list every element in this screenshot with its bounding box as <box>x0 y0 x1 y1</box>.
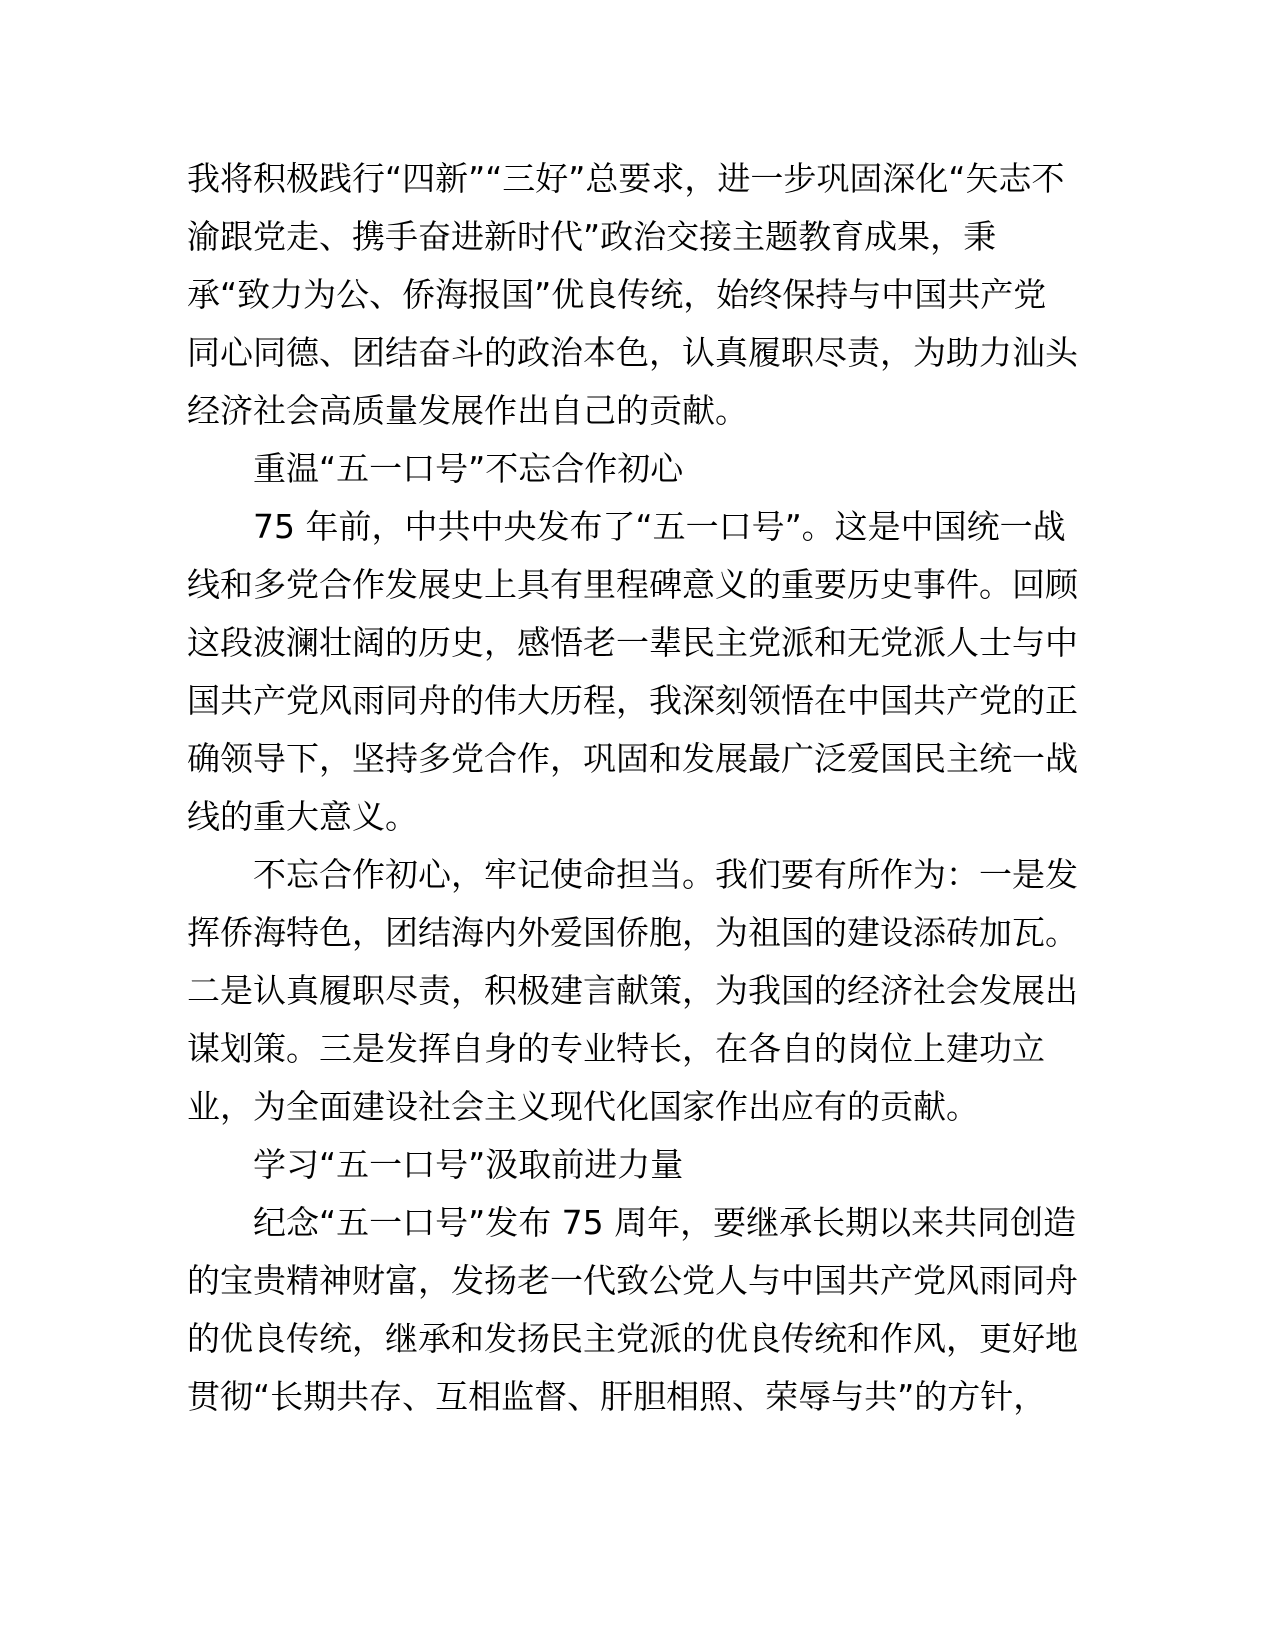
document-body <box>187 150 1087 1426</box>
text-line: 谋划策。三是发挥自身的专业特长，在各自的岗位上建功立 <box>187 1029 1045 1068</box>
section-heading-revisit <box>187 440 1087 498</box>
text-line: 渝跟党走、携手奋进新时代”政治交接主题教育成果，秉 <box>187 217 997 256</box>
text-line: 承“致力为公、侨海报国”优良传统，始终保持与中国共产党 <box>187 275 1047 314</box>
text-line: 贯彻“长期共存、互相监督、肝胆相照、荣辱与共”的方针， <box>187 1377 1047 1416</box>
paragraph-commemorate <box>187 1194 1087 1426</box>
paragraph-history <box>187 498 1087 846</box>
text-line: 线和多党合作发展史上具有里程碑意义的重要历史事件。回顾 <box>187 565 1078 604</box>
text-line: 经济社会高质量发展作出自己的贡献。 <box>187 391 748 430</box>
heading-line: 学习“五一口号”汲取前进力量 <box>253 1145 684 1184</box>
text-line: 同心同德、团结奋斗的政治本色，认真履职尽责，为助力汕头 <box>187 333 1078 372</box>
paragraph-actions <box>187 846 1087 1136</box>
text-line: 的宝贵精神财富，发扬老一代致公党人与中国共产党风雨同舟 <box>187 1261 1078 1300</box>
text-line: 不忘合作初心，牢记使命担当。我们要有所作为：一是发 <box>253 855 1078 894</box>
paragraph-commitment <box>187 150 1087 440</box>
text-line: 的优良传统，继承和发扬民主党派的优良传统和作风，更好地 <box>187 1319 1078 1358</box>
heading-line: 重温“五一口号”不忘合作初心 <box>253 449 684 488</box>
section-heading-learn <box>187 1136 1087 1194</box>
text-line: 75 年前，中共中央发布了“五一口号”。这是中国统一战 <box>253 507 1066 546</box>
text-line: 我将积极践行“四新”“三好”总要求，进一步巩固深化“矢志不 <box>187 159 1065 198</box>
text-line: 业，为全面建设社会主义现代化国家作出应有的贡献。 <box>187 1087 979 1126</box>
text-line: 纪念“五一口号”发布 75 周年，要继承长期以来共同创造 <box>253 1203 1077 1242</box>
text-line: 二是认真履职尽责，积极建言献策，为我国的经济社会发展出 <box>187 971 1078 1010</box>
text-line: 这段波澜壮阔的历史，感悟老一辈民主党派和无党派人士与中 <box>187 623 1078 662</box>
text-line: 挥侨海特色，团结海内外爱国侨胞，为祖国的建设添砖加瓦。 <box>187 913 1078 952</box>
text-line: 确领导下，坚持多党合作，巩固和发展最广泛爱国民主统一战 <box>187 739 1078 778</box>
text-line: 线的重大意义。 <box>187 797 418 836</box>
text-line: 国共产党风雨同舟的伟大历程，我深刻领悟在中国共产党的正 <box>187 681 1078 720</box>
